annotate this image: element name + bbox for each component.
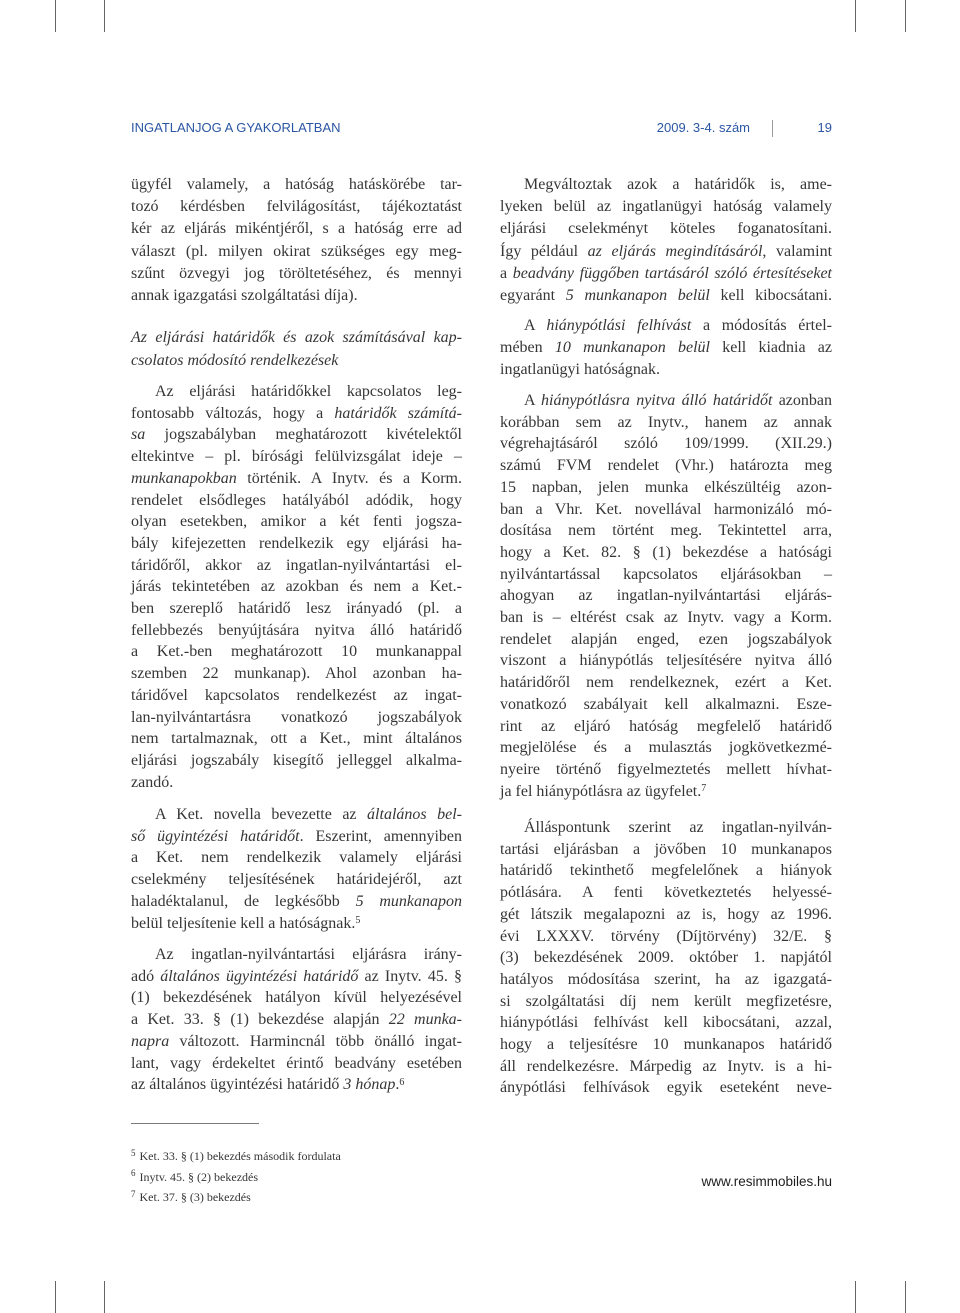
text-line (500, 315, 832, 337)
crop-mark (55, 0, 56, 32)
text-line (500, 672, 832, 694)
text-run: olyan esetekben, amikor a két fenti jogsza- (131, 513, 462, 531)
text-run: bály kifejezetten rendelkezik egy eljárási ha- (131, 534, 462, 552)
text-run: (3) bekezdésének 2009. október 1. napjától (500, 949, 832, 967)
italic-text-run: általános bel- (367, 806, 462, 823)
text-line (500, 694, 832, 716)
text-line (131, 263, 462, 285)
text-run: dosítása nem történt meg. Tekintettel arra, (500, 522, 832, 540)
text-line (131, 891, 462, 913)
text-run: Így például (500, 242, 588, 260)
footnote (131, 1167, 531, 1188)
text-line (500, 1056, 832, 1078)
website-url: www.resimmobiles.hu (701, 1174, 832, 1189)
text-line (131, 620, 462, 642)
text-line (131, 847, 462, 869)
text-line (131, 174, 462, 196)
text-run: a (500, 264, 513, 282)
italic-text-run: általános ügyintézési határidő (160, 967, 359, 985)
text-line (500, 1077, 832, 1099)
section-heading (131, 326, 462, 372)
text-run: járás tekintetében az azokban és nem a Ket.- (131, 578, 462, 596)
text-line (131, 349, 462, 372)
italic-text-run: Az eljárási határidők és azok számításával kap- (131, 329, 462, 346)
paragraph-continues (500, 817, 832, 1099)
text-line (131, 218, 462, 240)
paragraph (131, 381, 462, 793)
footnote-number: 6 (131, 1168, 136, 1178)
text-line (500, 607, 832, 629)
text-line (500, 759, 832, 781)
text-line (131, 944, 462, 966)
text-line (500, 499, 832, 521)
text-run: eljárási cselekményt köteles foganatosítani. (500, 220, 832, 238)
text-run: tartási eljárásban a jövőben 10 munkanapos (500, 840, 832, 858)
footnote-number: 5 (131, 1147, 136, 1158)
journal-title: INGATLANJOG A GYAKORLATBAN (131, 120, 341, 135)
text-run: lant, vagy érdekeltet érintő beadvány esetében (131, 1054, 462, 1072)
page-number: 19 (817, 120, 832, 135)
italic-text-run: ső ügyintézési határidőt (131, 827, 300, 845)
text-run: az Inytv. 45. § (358, 967, 462, 985)
text-line (500, 520, 832, 542)
italic-text-run: hiánypótlási felhívást (546, 317, 692, 334)
text-run: fellebbezés benyújtására nyitva álló határidő (131, 621, 462, 639)
text-run: hatályos módosítása szerint, ha az igazgatá- (500, 970, 832, 988)
italic-text-run: napra (131, 1032, 170, 1050)
footnote-reference: 5 (355, 915, 361, 927)
italic-text-run: 3 hónap (343, 1076, 396, 1094)
header-separator (772, 120, 773, 137)
text-line (131, 772, 462, 794)
text-run: vonatkozó szabályait kell alkalmazni. Esze- (500, 695, 832, 713)
text-line (131, 555, 462, 577)
text-run: A (524, 317, 547, 334)
text-line (131, 511, 462, 533)
text-line (500, 860, 832, 882)
paragraph (131, 944, 462, 1096)
text-run: ügyfél valamely, a hatóság hatáskörébe tar- (131, 176, 462, 193)
text-line (131, 326, 462, 349)
text-run: eltekintve – pl. bírósági felülvizsgálat ideje – (131, 448, 462, 466)
text-run: határidő tekinthető megfelelőnek a hiányok (500, 862, 832, 880)
text-run: az általános ügyintézési határidő (131, 1076, 344, 1094)
text-line (500, 650, 832, 672)
text-run: azonban (772, 392, 833, 409)
text-run: A Ket. novella bevezette az (155, 806, 368, 823)
italic-text-run: munkanapokban (131, 469, 237, 487)
text-run: ingatlanügyi hatóságnak. (500, 361, 660, 378)
paragraph (500, 315, 832, 381)
text-run: mében (500, 339, 555, 356)
text-line (500, 817, 832, 839)
text-run: Megváltoztak azok a határidők is, ame- (524, 176, 832, 193)
text-line (500, 839, 832, 861)
text-run: Az ingatlan-nyilvántartási eljárásra irány- (155, 946, 462, 963)
footnote-rule (131, 1123, 259, 1124)
text-line (500, 585, 832, 607)
text-line (131, 285, 462, 307)
crop-mark (855, 1281, 856, 1313)
text-line (500, 174, 832, 196)
text-run: 15 napban, jelen munka elkészültéig azon- (500, 478, 832, 496)
paragraph (131, 804, 462, 934)
text-line (500, 1034, 832, 1056)
text-run: rint az eljáró hatóság megfelelő határidő (500, 717, 832, 735)
text-run: . (395, 1076, 400, 1094)
text-run: történik. A Inytv. és a Korm. (236, 469, 462, 487)
text-run: ja fel hiánypótlásra az ügyfelet. (500, 782, 702, 800)
text-run: korábban sem az Inytv., hanem az annak (500, 413, 832, 431)
text-run: rendelet elsődleges hatályából adódik, hogy (131, 491, 462, 509)
text-run: nem tartalmaznak, ott a Ket., mint általános (131, 730, 462, 748)
text-line (500, 455, 832, 477)
text-line (500, 433, 832, 455)
text-run: kér az eljárás mikéntjéről, s a hatóság erre ad (131, 220, 462, 238)
text-run: kell kiadnia az (710, 339, 833, 356)
footnote-reference: 6 (399, 1076, 405, 1088)
text-line (131, 826, 462, 848)
text-run: változott. Harmincnál több önálló ingat- (169, 1032, 462, 1050)
text-run: . Eszerint, amennyiben (299, 827, 462, 845)
text-line (500, 390, 832, 412)
text-run: hogy a Ket. 82. § (1) bekezdése a hatósági (500, 543, 832, 561)
text-run: táridőről, akkor az ingatlan-nyilvántartási el- (131, 556, 462, 574)
text-run: ban a Vhr. Ket. novellával harmonizáló mó- (500, 500, 832, 518)
crop-mark (55, 1281, 56, 1313)
italic-text-run: 5 munkanapon belül (565, 287, 710, 305)
crop-mark (905, 0, 906, 32)
text-run: táridővel kapcsolatos rendelkezést az ingat- (131, 686, 462, 704)
text-line (131, 804, 462, 826)
text-line (131, 913, 462, 935)
text-run: egyaránt (500, 287, 566, 305)
text-line (500, 263, 832, 285)
text-run: a Ket. 33. § (1) bekezdése alapján (131, 1011, 389, 1029)
text-run: pótlására. A fenti következtetés helyessé- (500, 884, 832, 902)
text-line (500, 1012, 832, 1034)
text-run: nyeire történő figyelmeztetés mellett hívhat- (500, 760, 832, 778)
text-line (500, 477, 832, 499)
text-line (500, 241, 832, 263)
text-line (500, 629, 832, 651)
italic-text-run: 5 munkanapon (355, 892, 463, 910)
text-line (131, 598, 462, 620)
text-run: szemben 22 munkanap). Ahol azonban ha- (131, 665, 462, 683)
text-run: (1) bekezdésének hatályon kívül helyezésével (131, 989, 462, 1007)
text-run: gét látszik megalapozni az is, hogy az 1996. (500, 905, 832, 923)
text-run: választ (pl. milyen okirat szükséges egy meg- (131, 242, 462, 260)
text-run: tozó kérdésben felvilágosítást, tájékoztatást (131, 198, 462, 216)
text-line (131, 1031, 462, 1053)
italic-text-run: határidők számítá- (334, 404, 463, 422)
text-run: határidőről nem rendelkeznek, ezért a Ket. (500, 674, 832, 692)
italic-text-run: 10 munkanapon belül (554, 339, 711, 356)
text-line (500, 737, 832, 759)
text-run: ánypótlási felhívások egyik eseteként neve- (500, 1079, 832, 1097)
footnotes (131, 1146, 531, 1208)
text-run: rendelet alapján enged, ezen jogszabályok (500, 630, 832, 648)
text-line (500, 947, 832, 969)
text-line (131, 381, 462, 403)
text-run: fontosabb változás, hogy a (131, 404, 335, 422)
italic-text-run: hiánypótlásra nyitva álló határidőt (541, 392, 773, 409)
text-line (500, 285, 832, 307)
italic-text-run: 22 munka- (388, 1011, 462, 1029)
text-run: cselekmény teljesítésének határidejéről, azt (131, 871, 462, 889)
text-run: évi LXXXV. törvény (Díjtörvény) 32/E. § (500, 927, 832, 945)
text-run: ahogyan az ingatlan-nyilvántartási eljárás- (500, 587, 832, 605)
italic-text-run: az eljárás megindításáról (587, 242, 763, 260)
text-line (500, 412, 832, 434)
text-run: szűnt özvegyi jog töröltetéséhez, és mennyi (131, 264, 462, 282)
text-line (131, 1074, 462, 1096)
footnote-reference: 7 (701, 783, 707, 795)
text-run: megjelölése és a mulasztás jogkövetkezmé- (500, 739, 832, 757)
text-run: lan-nyilvántartásra vonatkozó jogszabályok (131, 708, 462, 726)
text-line (500, 564, 832, 586)
text-line (131, 1009, 462, 1031)
text-run: annak igazgatási szolgáltatási díja). (131, 287, 358, 305)
footnote (131, 1146, 531, 1167)
text-line (131, 196, 462, 218)
text-run: a módosítás értel- (691, 317, 833, 334)
text-line (500, 196, 832, 218)
paragraph (500, 174, 832, 307)
text-run: Álláspontunk szerint az ingatlan-nyilván- (524, 819, 832, 836)
italic-text-run: csolatos módosító rendelkezések (131, 352, 339, 369)
issue-number: 2009. 3-4. szám (656, 120, 750, 135)
footnote-number: 7 (131, 1188, 136, 1199)
text-run: a Ket.-ben meghatározott 10 munkanappal (131, 643, 462, 661)
text-line (131, 446, 462, 468)
text-line (500, 218, 832, 240)
crop-mark (104, 1281, 105, 1313)
text-line (500, 781, 832, 803)
text-run: ben szereplő határidő lesz irányadó (pl. a (131, 600, 462, 618)
text-run: hogy a teljesítésre 10 munkanapos határidő (500, 1036, 832, 1054)
footnote-text: Ket. 33. § (1) bekezdés második fordulata (139, 1149, 341, 1163)
text-line (131, 468, 462, 490)
text-line (131, 966, 462, 988)
text-line (131, 663, 462, 685)
text-line (500, 337, 832, 359)
text-run: Az eljárási határidőkkel kapcsolatos leg- (155, 383, 462, 400)
text-line (500, 716, 832, 738)
text-line (131, 533, 462, 555)
text-line (131, 241, 462, 263)
text-run: ban is – eltérést csak az Inytv. vagy a Korm. (500, 609, 832, 627)
text-run: áll rendelkezésre. Márpedig az Inytv. is a hi- (500, 1057, 832, 1075)
text-run: hiánypótlási felhívást kell kibocsátani, azzal, (500, 1014, 832, 1032)
text-run: kell kibocsátani. (709, 287, 833, 305)
text-run: nyilvántartással kapcsolatos eljárásokban – (500, 565, 832, 583)
text-run: belül teljesítenie kell a hatóságnak. (131, 914, 356, 932)
text-line (131, 490, 462, 512)
footnote (131, 1187, 531, 1208)
crop-mark (855, 0, 856, 32)
text-line (131, 987, 462, 1009)
text-line (131, 424, 462, 446)
footnote-text: Ket. 37. § (3) bekezdés (139, 1190, 251, 1204)
text-line (131, 728, 462, 750)
text-run: si szolgáltatási díj nem került megfizetésre, (500, 992, 832, 1010)
text-line (500, 904, 832, 926)
text-line (131, 641, 462, 663)
text-line (500, 926, 832, 948)
text-run: adó (131, 967, 161, 985)
text-line (500, 991, 832, 1013)
italic-text-run: beadvány függőben tartásáról szóló értesítéseket (512, 264, 832, 282)
text-line (500, 969, 832, 991)
crop-mark (104, 0, 105, 32)
footnote-text: Inytv. 45. § (2) bekezdés (139, 1169, 259, 1184)
crop-mark (905, 1281, 906, 1313)
text-run: haladéktalanul, de legkésőbb (131, 892, 356, 910)
text-line (131, 707, 462, 729)
text-line (131, 685, 462, 707)
text-run: A (524, 392, 541, 409)
text-line (500, 359, 832, 381)
paragraph-continued (131, 174, 462, 307)
text-line (131, 1053, 462, 1075)
text-run: a Ket. nem rendelkezik valamely eljárási (131, 849, 462, 867)
text-run: jogszabályban meghatározott kivételektől (145, 426, 462, 444)
text-run: végrehajtásáról szóló 109/1999. (XII.29.) (500, 435, 832, 453)
text-run: számú FVM rendelet (Vhr.) határozta meg (500, 457, 832, 475)
text-line (131, 750, 462, 772)
text-run: , valamint (762, 242, 833, 260)
text-line (131, 869, 462, 891)
text-run: zandó. (131, 773, 174, 791)
text-line (131, 403, 462, 425)
italic-text-run: sa (131, 426, 146, 444)
text-line (500, 542, 832, 564)
text-run: eljárási jogszabály kisegítő jelleggel alkalma- (131, 751, 462, 769)
text-run: viszont a hiánypótlás teljesítésére nyitva álló (500, 652, 832, 670)
text-run: lyeken belül az ingatlanügyi hatóság valamely (500, 198, 832, 216)
text-line (131, 576, 462, 598)
paragraph (500, 390, 832, 802)
text-line (500, 882, 832, 904)
